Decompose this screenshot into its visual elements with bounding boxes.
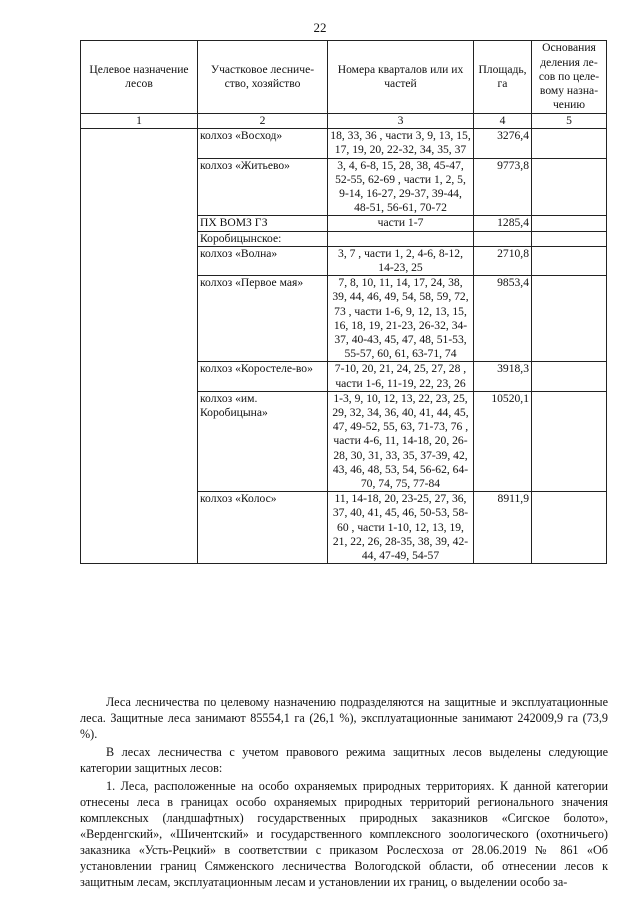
area-cell: 3918,3	[474, 362, 532, 391]
area-cell	[474, 231, 532, 246]
basis-cell	[532, 276, 607, 362]
column-number: 4	[474, 114, 532, 129]
area-cell: 2710,8	[474, 246, 532, 275]
header-district: Участковое лесниче-ство, хозяйство	[198, 41, 328, 114]
basis-cell	[532, 216, 607, 231]
basis-cell	[532, 391, 607, 491]
header-basis: Основания деления ле-сов по целе-вому назна-чению	[532, 41, 607, 114]
quarters-cell: 7-10, 20, 21, 24, 25, 27, 28 , части 1-6, 11-19, 22, 23, 26	[328, 362, 474, 391]
basis-cell	[532, 362, 607, 391]
paragraph-forest-split: Леса лесничества по целевому назначению подразделяются на защитные и эксплуатационные леса. Защитные леса занимают 85554,1 га (26,1 %), эксплуатационные занимают 242009,9 га (73,9 %).	[80, 695, 608, 741]
area-cell: 3276,4	[474, 129, 532, 158]
district-name-cell: колхоз «Волна»	[198, 246, 328, 275]
column-number-row	[81, 114, 607, 129]
quarters-cell: 3, 4, 6-8, 15, 28, 38, 45-47, 52-55, 62-69 , части 1, 2, 5, 9-14, 16-27, 29-37, 39-44, 48-51, 56-61, 70-72	[328, 158, 474, 216]
district-name-cell: Коробицынское:	[198, 231, 328, 246]
district-name-cell: ПХ ВОМЗ ГЗ	[198, 216, 328, 231]
header-area: Площадь, га	[474, 41, 532, 114]
basis-cell	[532, 492, 607, 564]
header-quarters: Номера кварталов или их частей	[328, 41, 474, 114]
district-name-cell: колхоз «Первое мая»	[198, 276, 328, 362]
paragraph-category-1: 1. Леса, расположенные на особо охраняемых природных территориях. К данной категории отнесены леса в границах особо охраняемых природных территорий регионального значения комплексных (ландшафтных) государственных природных заказников «Сигское болото», «Верденгский», «Шичентский» и государственного комплексного зоологического (охотничьего) заказника «Усть-Рецкий» в соответствии с приказом Рослесхоза от 28.06.2019 № 861 «Об установлении границ Сямженского лесничества Вологодской области, об отнесении лесов к защитным лесам, эксплуатационным лесам и установлении их границ, о выделении особо за-	[80, 779, 608, 889]
page-number: 22	[313, 20, 327, 35]
forest-purpose-table	[80, 40, 607, 564]
area-cell: 10520,1	[474, 391, 532, 491]
district-name-cell: колхоз «Колос»	[198, 492, 328, 564]
basis-cell	[532, 158, 607, 216]
column-number: 5	[532, 114, 607, 129]
basis-cell	[532, 231, 607, 246]
district-name-cell: колхоз «Коростеле-во»	[198, 362, 328, 391]
district-name-cell: колхоз «Житьево»	[198, 158, 328, 216]
quarters-cell: 11, 14-18, 20, 23-25, 27, 36, 37, 40, 41, 45, 46, 50-53, 58-60 , части 1-10, 12, 13, 19, 21, 22, 26, 28-35, 38, 39, 42-44, 47-49, 54-57	[328, 492, 474, 564]
district-name-cell: колхоз «Восход»	[198, 129, 328, 158]
quarters-cell: 3, 7 , части 1, 2, 4-6, 8-12, 14-23, 25	[328, 246, 474, 275]
district-name-cell: колхоз «им. Коробицына»	[198, 391, 328, 491]
paragraph-categories-intro: В лесах лесничества с учетом правового режима защитных лесов выделены следующие категории защитных лесов:	[80, 745, 608, 775]
quarters-cell: 1-3, 9, 10, 12, 13, 22, 23, 25, 29, 32, 34, 36, 40, 41, 44, 45, 47, 49-52, 55, 63, 71-73, 76 , части 4-6, 11, 14-18, 20, 26-28, 30, 31, 33, 35, 37-39, 42, 43, 46, 48, 53, 54, 56-62, 64-70, 74, 75, 77-84	[328, 391, 474, 491]
column-number: 1	[81, 114, 198, 129]
area-cell: 8911,9	[474, 492, 532, 564]
quarters-cell: части 1-7	[328, 216, 474, 231]
quarters-cell: 7, 8, 10, 11, 14, 17, 24, 38, 39, 44, 46, 49, 54, 58, 59, 72, 73 , части 1-6, 9, 12, 13, 15, 16, 18, 19, 21-23, 26-32, 34-37, 40-43, 45, 47, 48, 51-53, 55-57, 60, 61, 63-71, 74	[328, 276, 474, 362]
column-number: 2	[198, 114, 328, 129]
area-cell: 1285,4	[474, 216, 532, 231]
basis-cell	[532, 129, 607, 158]
table-row	[81, 129, 607, 158]
table-header-row	[81, 41, 607, 114]
quarters-cell: 18, 33, 36 , части 3, 9, 13, 15, 17, 19, 20, 22-32, 34, 35, 37	[328, 129, 474, 158]
area-cell: 9773,8	[474, 158, 532, 216]
basis-cell	[532, 246, 607, 275]
header-purpose: Целевое назначение лесов	[81, 41, 198, 114]
area-cell: 9853,4	[474, 276, 532, 362]
body-text	[80, 694, 608, 892]
column-number: 3	[328, 114, 474, 129]
purpose-cell	[81, 129, 198, 564]
quarters-cell	[328, 231, 474, 246]
